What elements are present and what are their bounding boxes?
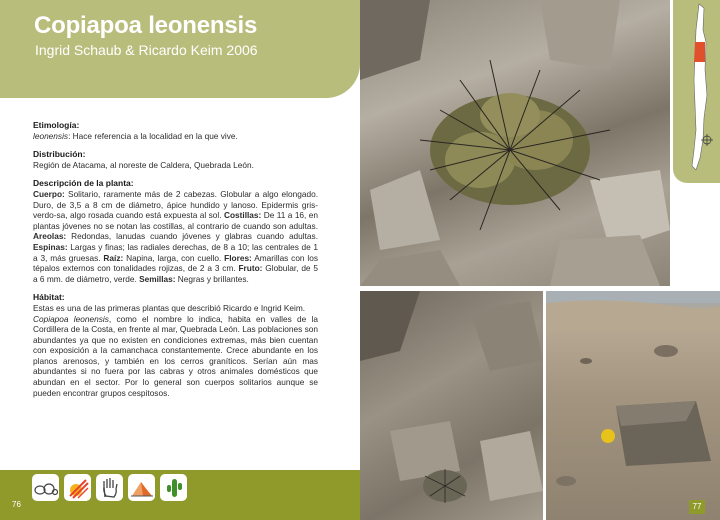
- mountain-icon: [128, 474, 155, 501]
- habitat-text-2: , como el nombre lo indica, habita en valles de la Cordillera de la Costa, en frente al mar, Quebrada León. Las poblaciones son abundantes ya que no existen en condiciones extremas, más bien cuentan con exposición a la camanchaca constantemente. Crece abundante en los planos arenosos, y también en los cerros graníticos. Serían aún mas abundantes si no fuera por las cabras y otros animales domésticos que abundan en el sector. Por lo general son cuerpos solitarios aunque se pueden encontrar grupos cespitosos.: [33, 313, 318, 398]
- map-region-highlight: [694, 42, 705, 62]
- etimologia-heading: Etimología:: [33, 120, 80, 130]
- habitat-text-1: Estas es una de las primeras plantas que describió Ricardo e Ingrid Keim.: [33, 302, 306, 313]
- costillas-text: De 11 a 16, en plantas jóvenes no se notan las costillas, al contrario de cuando son adultas.: [33, 210, 319, 231]
- cuerpo-text: Solitario, raramente más de 2 cabezas. Globular a algo elongado. Duro, de 3,5 a 8 cm de diámetro, ápice hundido y lanoso. Epidermis gris-verdo-sa, algo rosada cuando está expuesta al sol.: [33, 188, 318, 221]
- title-banner: [0, 0, 360, 98]
- hand-icon: [96, 474, 123, 501]
- costillas-label: Costillas:: [223, 210, 262, 221]
- distribucion-heading: Distribución:: [33, 149, 86, 160]
- distribucion-paragraph: Región de Atacama, al noreste de Caldera, Quebrada León.: [33, 159, 254, 170]
- cuerpo-label: Cuerpo:: [33, 188, 65, 199]
- raiz-label: Raíz:: [103, 252, 124, 263]
- flores-label: Flores:: [224, 252, 252, 263]
- semillas-label: Semillas:: [139, 273, 176, 284]
- photo-cactus-ground: [360, 291, 543, 520]
- flores-text: Amarillas con los tépalos externos con tonalidades rojizas, de 2 a 3 cm.: [33, 252, 318, 274]
- right-page: [360, 0, 720, 520]
- page-number-right: 77: [689, 500, 705, 514]
- description-body: [33, 120, 318, 406]
- espinas-label: Espinas:: [33, 241, 68, 252]
- etimologia-paragraph: [33, 131, 318, 142]
- stones-icon: [32, 474, 59, 501]
- photo-cactus-closeup: [360, 0, 670, 286]
- areolas-text: Redondas, lanudas cuando jóvenes y glabras cuando adultas.: [66, 231, 318, 242]
- page-number-left: 76: [12, 500, 21, 509]
- sun-icon: [64, 474, 91, 501]
- areolas-label: Areolas:: [33, 231, 67, 242]
- etimologia-text: : Hace referencia a la localidad en la que vive.: [68, 130, 238, 141]
- yellow-flower: [601, 429, 615, 443]
- habitat-paragraph: [33, 303, 318, 398]
- map-panel: [673, 0, 720, 183]
- habitat-icons: [32, 474, 187, 501]
- espinas-text: Largas y finas; las radiales derechas, de 8 a 10; las centrales de 1 a 3, más gruesas.: [33, 241, 318, 263]
- etimologia-term: leonensis: [33, 130, 69, 141]
- fruto-label: Fruto:: [238, 263, 263, 274]
- habitat-heading: Hábitat:: [33, 292, 65, 303]
- habitat-term: Copiapoa leonensis: [33, 313, 109, 324]
- descripcion-heading: Descripción de la planta:: [33, 178, 134, 189]
- page-title: Copiapoa leonensis: [34, 12, 258, 39]
- semillas-text: Negras y brillantes.: [175, 273, 249, 284]
- page-authors: Ingrid Schaub & Ricardo Keim 2006: [35, 42, 258, 58]
- raiz-text: Napina, larga, con cuello.: [123, 252, 225, 263]
- fruto-text: Globular, de 5 a 6 mm. de diámetro, verde.: [33, 263, 318, 284]
- descripcion-paragraph: [33, 189, 318, 284]
- photo-habitat-landscape: [546, 291, 720, 520]
- cactus-icon: [160, 474, 187, 501]
